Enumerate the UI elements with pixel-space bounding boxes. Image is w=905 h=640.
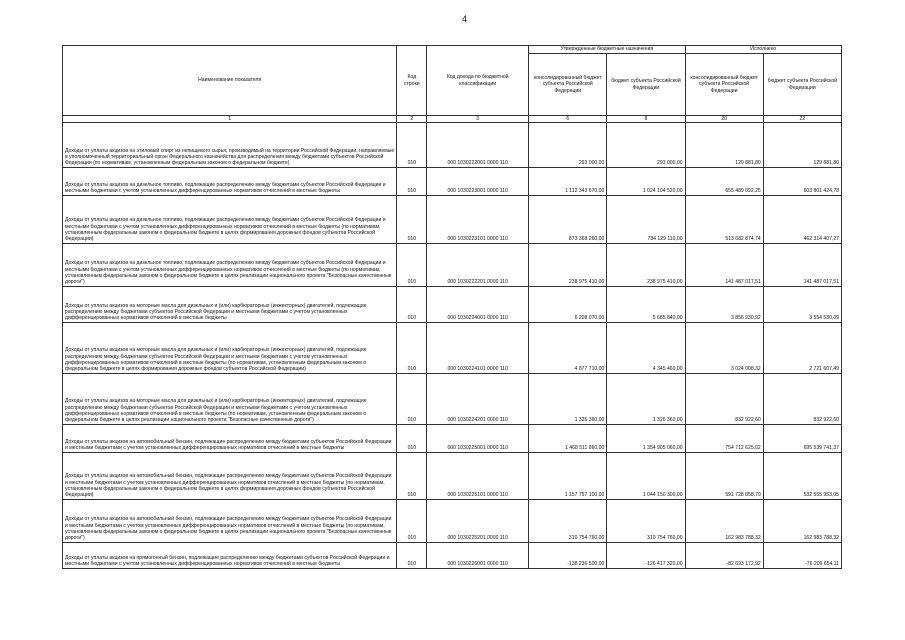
indicator-name: Доходы от уплаты акцизов на этиловый спирт из непищевого сырья, производимый на территории Российской Федерации, направляемые в уполномоченный территориальный орган Федерального казначейства для распределения между бюджетами субъектов Российской Федерации (по нормативам, установленным федеральным законом о федеральном бюджете)	[63, 123, 397, 168]
approved-subject-value: 238 975 410,00	[607, 244, 685, 287]
executed-consolidated-value: 591 728 858,70	[685, 453, 763, 500]
line-code: 010	[397, 374, 427, 425]
executed-subject-value: 695 539 741,37	[763, 425, 841, 453]
executed-consolidated-value: 513 682 874,74	[685, 196, 763, 244]
approved-consolidated-value: 310 754 760,00	[529, 500, 607, 543]
indicator-name: Доходы от уплаты акцизов на прямогонный бензин, подлежащие распределению между бюджетами субъектов Российской Федерации и местными бюджетами с учетом установленных дифференцированных нормативов отчислений в местные бюджеты	[63, 543, 397, 569]
page-number: 4	[462, 14, 468, 24]
approved-consolidated-value: 873 368 260,00	[529, 196, 607, 244]
executed-consolidated-value: 129 881,80	[685, 123, 763, 168]
approved-consolidated-value: 293 000,00	[529, 123, 607, 168]
approved-subject-value: -126 417 320,00	[607, 543, 685, 569]
income-code: 000 1030225001 0000 110	[427, 425, 529, 453]
header-income-code: Код дохода по бюджетной классификации	[427, 46, 529, 116]
line-code: 010	[397, 244, 427, 287]
executed-consolidated-value: 162 983 788,32	[685, 500, 763, 543]
income-code: 000 1030223001 0000 110	[427, 168, 529, 196]
column-index: 3	[427, 116, 529, 123]
column-index: 2	[397, 116, 427, 123]
executed-subject-value: 3 554 530,09	[763, 287, 841, 323]
executed-subject-value: 462 314 407,27	[763, 196, 841, 244]
table-row	[63, 500, 842, 543]
header-line-code: Код строки	[397, 46, 427, 116]
header-row-groups	[63, 46, 842, 54]
approved-subject-value: 1 044 150 300,00	[607, 453, 685, 500]
income-code: 000 1030222001 0000 110	[427, 123, 529, 168]
line-code: 010	[397, 168, 427, 196]
executed-consolidated-value: -82 693 172,92	[685, 543, 763, 569]
header-executed-consolidated: консолидированный бюджет субъекта Российской Федерации	[685, 54, 763, 116]
executed-consolidated-value: 754 712 625,02	[685, 425, 763, 453]
table-row	[63, 543, 842, 569]
executed-consolidated-value: 655 489 092,25	[685, 168, 763, 196]
header-executed-subject: бюджет субъекта Российской Федерации	[763, 54, 841, 116]
column-index: 6	[529, 116, 607, 123]
income-code: 000 1030224201 0000 110	[427, 374, 529, 425]
line-code: 010	[397, 123, 427, 168]
column-index: 8	[607, 116, 685, 123]
indicator-name: Доходы от уплаты акцизов на моторные масла для дизельных и (или) карбюраторных (инжекторных) двигателей, подлежащие распределению между бюджетами субъектов Российской Федерации и местными бюджетами с учетом установленных дифференцированных нормативов отчислений в местные бюджеты	[63, 287, 397, 323]
income-code: 000 1030224101 0000 110	[427, 323, 529, 374]
approved-consolidated-value: 1 468 511 860,00	[529, 425, 607, 453]
table-row	[63, 287, 842, 323]
table-row	[63, 196, 842, 244]
executed-consolidated-value: 141 487 017,51	[685, 244, 763, 287]
line-code: 010	[397, 425, 427, 453]
approved-consolidated-value: -138 236 500,00	[529, 543, 607, 569]
approved-consolidated-value: 238 975 410,00	[529, 244, 607, 287]
line-code: 010	[397, 323, 427, 374]
table-row	[63, 425, 842, 453]
income-code: 000 1030222201 0000 110	[427, 244, 529, 287]
executed-subject-value: 832 922,60	[763, 374, 841, 425]
approved-subject-value: 784 129 110,00	[607, 196, 685, 244]
table-row	[63, 323, 842, 374]
executed-subject-value: 162 983 788,32	[763, 500, 841, 543]
approved-subject-value: 293 000,00	[607, 123, 685, 168]
approved-consolidated-value: 4 877 710,00	[529, 323, 607, 374]
executed-subject-value: 603 801 424,78	[763, 168, 841, 196]
approved-consolidated-value: 1 157 757 100,00	[529, 453, 607, 500]
income-code: 000 1030225101 0000 110	[427, 453, 529, 500]
indicator-name: Доходы от уплаты акцизов на дизельное топливо, подлежащие распределению между бюджетами субъектов Российской Федерации и местными бюджетами с учетом установленных дифференцированных нормативов отчислений в местные бюджеты (по нормативам, установленным федеральным законом о федеральном бюджете в целях формирования дорожных фондов субъектов Российской Федерации)	[63, 196, 397, 244]
header-approved-consolidated: консолидированный бюджет субъекта Российской Федерации	[529, 54, 607, 116]
approved-subject-value: 1 024 104 520,00	[607, 168, 685, 196]
budget-income-table	[62, 45, 842, 569]
column-index-row	[63, 116, 842, 123]
column-index: 22	[763, 116, 841, 123]
income-code: 000 1030225201 0000 110	[427, 500, 529, 543]
table-row	[63, 244, 842, 287]
line-code: 010	[397, 453, 427, 500]
approved-consolidated-value: 6 208 070,00	[529, 287, 607, 323]
approved-subject-value: 4 345 460,00	[607, 323, 685, 374]
indicator-name: Доходы от уплаты акцизов на моторные масла для дизельных и (или) карбюраторных (инжекторных) двигателей, подлежащие распределению между бюджетами субъектов Российской Федерации и местными бюджетами с учетом установленных дифференцированных нормативов отчислений в местные бюджеты (по нормативам, установленным федеральным законом о федеральном бюджете в целях реализации национального проекта "Безопасные качественные дороги")	[63, 374, 397, 425]
table-row	[63, 123, 842, 168]
approved-subject-value: 5 685 840,00	[607, 287, 685, 323]
executed-consolidated-value: 3 856 930,92	[685, 287, 763, 323]
header-group-approved: Утвержденные бюджетные назначения	[529, 46, 685, 54]
executed-subject-value: -76 209 654,11	[763, 543, 841, 569]
approved-subject-value: 310 754 760,00	[607, 500, 685, 543]
column-index: 20	[685, 116, 763, 123]
indicator-name: Доходы от уплаты акцизов на автомобильный бензин, подлежащие распределению между бюджетами субъектов Российской Федерации и местными бюджетами с учетом установленных дифференцированных нормативов отчислений в местные бюджеты (по нормативам, установленным федеральным законом о федеральном бюджете в целях реализации национального проекта "Безопасные качественные дороги")	[63, 500, 397, 543]
executed-subject-value: 141 487 017,51	[763, 244, 841, 287]
approved-subject-value: 1 326 360,00	[607, 374, 685, 425]
indicator-name: Доходы от уплаты акцизов на автомобильный бензин, подлежащие распределению между бюджетами субъектов Российской Федерации и местными бюджетами с учетом установленных дифференцированных нормативов отчислений в местные бюджеты	[63, 425, 397, 453]
line-code: 010	[397, 196, 427, 244]
executed-subject-value: 129 881,80	[763, 123, 841, 168]
income-code: 000 1030224001 0000 110	[427, 287, 529, 323]
header-name: Наименование показателя	[63, 46, 397, 116]
income-code: 000 1030226001 0000 110	[427, 543, 529, 569]
header-group-executed: Исполнено	[685, 46, 841, 54]
indicator-name: Доходы от уплаты акцизов на дизельное топливо, подлежащие распределению между бюджетами субъектов Российской Федерации и местными бюджетами с учетом установленных дифференцированных нормативов отчислений в местные бюджеты (по нормативам, установленным федеральным законом о федеральном бюджете в целях реализации национального проекта "Безопасные качественные дороги")	[63, 244, 397, 287]
line-code: 010	[397, 287, 427, 323]
approved-consolidated-value: 1 112 343 670,00	[529, 168, 607, 196]
table-row	[63, 374, 842, 425]
indicator-name: Доходы от уплаты акцизов на моторные масла для дизельных и (или) карбюраторных (инжекторных) двигателей, подлежащие распределению между бюджетами субъектов Российской Федерации и местными бюджетами с учетом установленных дифференцированных нормативов отчислений в местные бюджеты (по нормативам, установленным федеральным законом о федеральном бюджете в целях формирования дорожных фондов субъектов Российской Федерации)	[63, 323, 397, 374]
approved-subject-value: 1 354 905 060,00	[607, 425, 685, 453]
approved-consolidated-value: 1 326 360,00	[529, 374, 607, 425]
table-row	[63, 168, 842, 196]
table-row	[63, 453, 842, 500]
indicator-name: Доходы от уплаты акцизов на дизельное топливо, подлежащие распределению между бюджетами субъектов Российской Федерации и местными бюджетами с учетом установленных дифференцированных нормативов отчислений в местные бюджеты	[63, 168, 397, 196]
executed-consolidated-value: 3 024 008,32	[685, 323, 763, 374]
executed-subject-value: 2 721 607,49	[763, 323, 841, 374]
income-code: 000 1030223101 0000 110	[427, 196, 529, 244]
header-approved-subject: бюджет субъекта Российской Федерации	[607, 54, 685, 116]
column-index: 1	[63, 116, 397, 123]
executed-subject-value: 532 555 953,05	[763, 453, 841, 500]
line-code: 010	[397, 543, 427, 569]
line-code: 010	[397, 500, 427, 543]
executed-consolidated-value: 832 922,60	[685, 374, 763, 425]
indicator-name: Доходы от уплаты акцизов на автомобильный бензин, подлежащие распределению между бюджетами субъектов Российской Федерации и местными бюджетами с учетом установленных дифференцированных нормативов отчислений в местные бюджеты (по нормативам, установленным федеральным законом о федеральном бюджете в целях формирования дорожных фондов субъектов Российской Федерации)	[63, 453, 397, 500]
